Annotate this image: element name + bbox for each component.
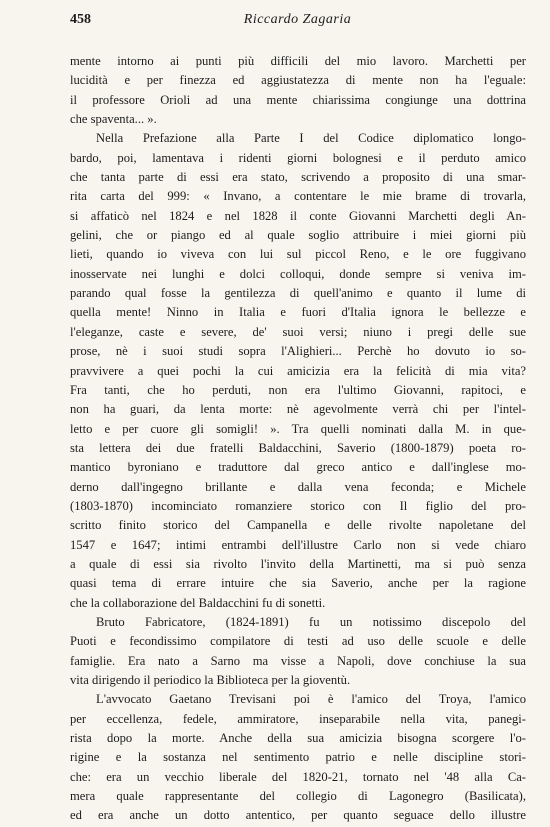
text-line: (1803-1870) incominciato romanziere storico con Il figlio del pro-	[70, 498, 526, 513]
text-line: il professore Orioli ad una mente chiarissima congiunge una dottrina	[70, 92, 526, 107]
paragraph	[70, 129, 526, 613]
text-line: gelini, che or piango ed al quale soglio attribuire i miei giorni più	[70, 228, 526, 243]
text-line: Puoti e fecondissimo compilatore di testi ad uso delle scuole e delle	[70, 634, 526, 649]
body-text	[70, 52, 526, 826]
text-line: quella mente! Ninno in Italia e fuori d'Italia ignora le bellezze e	[70, 305, 526, 320]
text-line: mera quale rappresentante del collegio di Lagonegro (Basilicata),	[70, 789, 526, 804]
paragraph	[70, 690, 526, 825]
paragraph	[70, 613, 526, 690]
text-line: bardo, poi, lamentava i ridenti giorni bolognesi e il perduto amico	[70, 150, 526, 165]
text-line: a quale di essi sia rivolto l'invito della Martinetti, ma si può senza	[70, 556, 526, 571]
text-line: prose, nè i suoi studi sopra l'Alighieri... Perchè ho dovuto io so-	[70, 344, 526, 359]
text-line: quasi tema di errare intuire che sia Saverio, anche per la ragione	[70, 576, 526, 591]
page-header	[70, 12, 525, 32]
text-line: L'avvocato Gaetano Trevisani poi è l'amico del Troya, l'amico	[96, 692, 526, 707]
text-line: Nella Prefazione alla Parte I del Codice diplomatico longo-	[96, 131, 526, 146]
text-line: rita carta del 999: « Invano, a contentare le mie brame di trovarla,	[70, 189, 526, 204]
text-line: Bruto Fabricatore, (1824-1891) fu un notissimo discepolo del	[96, 614, 526, 629]
text-line: 1547 e 1647; intimi entrambi dell'illustre Carlo non si vede chiaro	[70, 537, 526, 552]
text-line: famiglie. Era nato a Sarno ma visse a Napoli, dove conchiuse la sua	[70, 653, 526, 668]
text-line: rista dopo la morte. Anche della sua amicizia bisogna scorgere l'o-	[70, 731, 526, 746]
text-line: lucidità e per finezza ed aggiustatezza di mente non ha l'eguale:	[70, 73, 526, 88]
running-title: Riccardo Zagaria	[243, 12, 352, 27]
page-number: 458	[70, 12, 91, 27]
text-line: che spaventa... ».	[70, 112, 157, 127]
text-line: ed era anche un dotto antentico, per quanto seguace dello illustre	[70, 808, 526, 823]
text-line: scritto finito storico del Campanella e delle rivolte napoletane del	[70, 518, 526, 533]
text-line: parando qual fosse la gentilezza di quell'animo e quanto il lume di	[70, 286, 526, 301]
text-line: pravvivere a quei pochi la cui amicizia era la felicità di mia vita?	[70, 363, 526, 378]
text-line: mantico byroniano e traduttore dal greco antico e dall'inglese mo-	[70, 460, 526, 475]
text-line: letto e per cuore gli somigli! ». Tra quelli nominati dalla M. in que-	[70, 421, 526, 436]
text-line: vita dirigendo il periodico la Biblioteca per la gioventù.	[70, 673, 351, 687]
text-line: l'eleganze, caste e severe, de' suoi versi; niuno i pregi delle sue	[70, 324, 526, 339]
text-line: che la collaborazione del Baldacchini fu di sonetti.	[70, 595, 326, 610]
text-line: mente intorno ai punti più difficili del mio lavoro. Marchetti per	[70, 54, 526, 68]
paragraph	[70, 52, 526, 129]
text-line: derno dall'ingegno brillante e dalla vena feconda; e Michele	[70, 479, 526, 494]
text-line: per eccellenza, fedele, ammiratore, inseparabile nella vita, panegi-	[70, 711, 526, 726]
text-line: che tanta parte di essi era stato, scrivendo a proposito di una smar-	[70, 170, 526, 185]
text-line: si affaticò nel 1824 e nel 1828 il conte Giovanni Marchetti degli An-	[70, 208, 526, 223]
text-line: lieti, quando io viveva con lui sul piccol Reno, e le ore fuggivano	[70, 247, 526, 262]
text-line: sta lettera dei due fratelli Baldacchini, Saverio (1800-1879) poeta ro-	[70, 440, 526, 455]
text-line: rigine e la sostanza nel sentimento patrio e nelle discipline stori-	[70, 750, 526, 765]
text-line: Fra tanti, che ho perduti, non era l'ultimo Giovanni, rapitoci, e	[70, 382, 526, 397]
text-line: che: era un vecchio liberale del 1820-21, tornato nel '48 alla Ca-	[70, 769, 526, 784]
text-line: non ha guari, da lenta morte: nè agevolmente verrà chi per l'intel-	[70, 402, 526, 417]
text-line: inosservate nei lunghi e dolci colloqui, donde sempre si veniva im-	[70, 266, 526, 281]
